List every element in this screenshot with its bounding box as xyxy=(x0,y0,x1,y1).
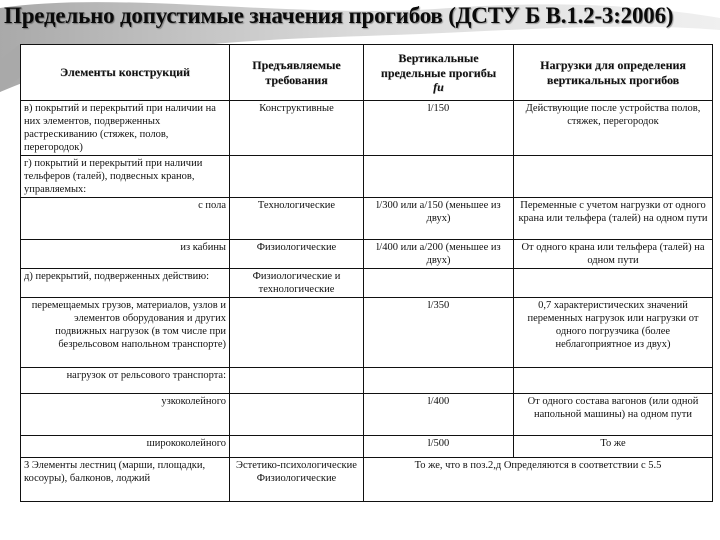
cell-deflection: l/400 xyxy=(364,394,514,436)
cell-load xyxy=(514,156,713,198)
cell-element: перемещаемых грузов, материалов, узлов и элементов оборудования и других подвижных нагрузок (в том числе при безрельсовом напольном транспорте) xyxy=(21,298,230,368)
cell-load: Переменные с учетом нагрузки от одного крана или тельфера (талей) на одном пути xyxy=(514,198,713,240)
cell-requirement: Физиологические и технологические xyxy=(230,269,364,298)
table-row xyxy=(21,101,713,156)
cell-deflection xyxy=(364,368,514,394)
table-row xyxy=(21,436,713,458)
table-row xyxy=(21,458,713,502)
deflection-symbol: fu xyxy=(433,79,444,94)
header-deflections-label: Вертикальные предельные прогибы xyxy=(380,50,497,80)
cell-deflection xyxy=(364,156,514,198)
table-row xyxy=(21,156,713,198)
cell-deflection: l/300 или a/150 (меньшее из двух) xyxy=(364,198,514,240)
cell-requirement: Конструктивные xyxy=(230,101,364,156)
cell-requirement: Технологические xyxy=(230,198,364,240)
header-loads: Нагрузки для определения вертикальных прогибов xyxy=(514,45,713,101)
table-header-row xyxy=(21,45,713,101)
cell-element: нагрузок от рельсового транспорта: xyxy=(21,368,230,394)
cell-element: из кабины xyxy=(21,240,230,269)
cell-load xyxy=(514,368,713,394)
cell-deflection: l/400 или a/200 (меньшее из двух) xyxy=(364,240,514,269)
cell-deflection: l/500 xyxy=(364,436,514,458)
cell-requirement: Физиологические xyxy=(230,240,364,269)
cell-load: То же xyxy=(514,436,713,458)
cell-element: с пола xyxy=(21,198,230,240)
cell-merged-note: То же, что в поз.2,д Определяются в соответствии с 5.5 xyxy=(364,458,713,502)
table-row xyxy=(21,269,713,298)
cell-element: в) покрытий и перекрытий при наличии на них элементов, подверженных растрескиванию (стяжек, полов, перегородок) xyxy=(21,101,230,156)
table-row xyxy=(21,298,713,368)
cell-element: ширококолейного xyxy=(21,436,230,458)
deflection-limits-table xyxy=(20,44,713,502)
cell-requirement xyxy=(230,368,364,394)
cell-load: Действующие после устройства полов, стяжек, перегородок xyxy=(514,101,713,156)
header-requirements: Предъявляемые требования xyxy=(230,45,364,101)
cell-requirement xyxy=(230,298,364,368)
cell-load: 0,7 характеристических значений переменных нагрузок или нагрузки от одного погрузчика (более неблагоприятное из двух) xyxy=(514,298,713,368)
header-deflections xyxy=(364,45,514,101)
table-row xyxy=(21,240,713,269)
cell-requirement xyxy=(230,394,364,436)
cell-deflection xyxy=(364,269,514,298)
page-title: Предельно допустимые значения прогибов (ДСТУ Б В.1.2-3:2006) xyxy=(4,3,674,28)
cell-deflection: l/150 xyxy=(364,101,514,156)
table-row xyxy=(21,368,713,394)
cell-load: От одного состава вагонов (или одной напольной машины) на одном пути xyxy=(514,394,713,436)
cell-load xyxy=(514,269,713,298)
cell-requirement: Эстетико-психологические Физиологические xyxy=(230,458,364,502)
table-row xyxy=(21,394,713,436)
header-elements: Элементы конструкций xyxy=(21,45,230,101)
cell-requirement xyxy=(230,436,364,458)
cell-load: От одного крана или тельфера (талей) на одном пути xyxy=(514,240,713,269)
cell-element: г) покрытий и перекрытий при наличии тельферов (талей), подвесных кранов, управляемых: xyxy=(21,156,230,198)
cell-element: 3 Элементы лестниц (марши, площадки, косоуры), балконов, лоджий xyxy=(21,458,230,502)
cell-requirement xyxy=(230,156,364,198)
cell-element: д) перекрытий, подверженных действию: xyxy=(21,269,230,298)
cell-element: узкоколейного xyxy=(21,394,230,436)
cell-deflection: l/350 xyxy=(364,298,514,368)
table-row xyxy=(21,198,713,240)
